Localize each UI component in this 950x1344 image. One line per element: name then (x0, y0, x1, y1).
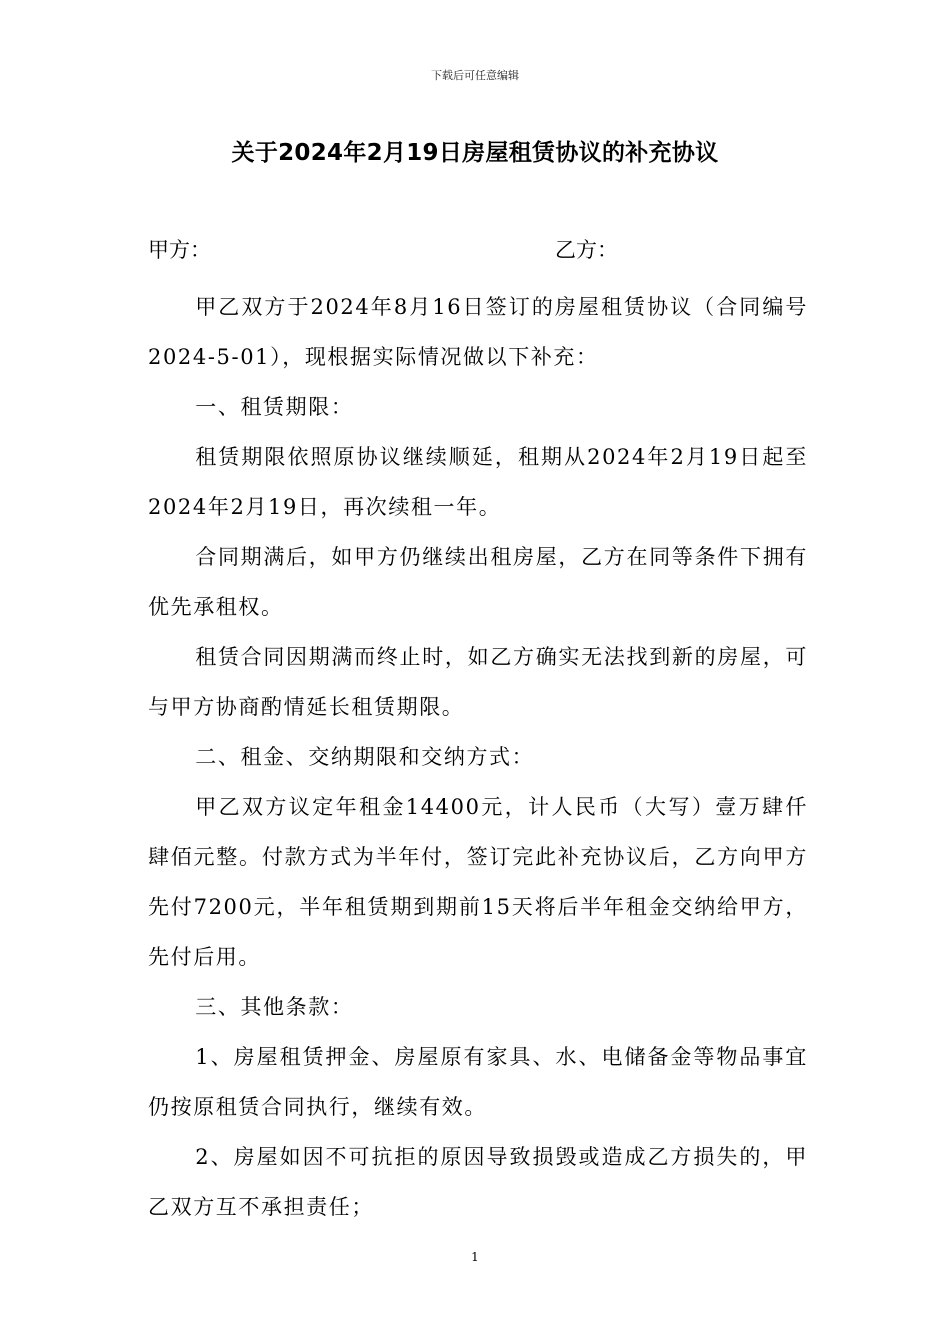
section-heading-lease-term: 一、租赁期限： (195, 395, 354, 419)
parties-line (148, 234, 808, 266)
party-a-label: 甲方： (148, 238, 211, 262)
paragraph-rent: 甲乙双方议定年租金14400元，计人民币（大写）壹万肆仟肆佰元整。付款方式为半年付，签订完此补充协议后，乙方向甲方先付7200元，半年租赁期到期前15天将后半年租金交纳给甲方，先付后用。 (148, 795, 808, 969)
document-body (148, 282, 808, 1232)
paragraph-other-term-2: 2、房屋如因不可抗拒的原因导致损毁或造成乙方损失的，甲乙双方互不承担责任； (148, 1145, 808, 1219)
document-title: 关于2024年2月19日房屋租赁协议的补充协议 (231, 140, 719, 166)
party-b-label: 乙方： (555, 238, 618, 262)
paragraph-lease-term: 租赁期限依照原协议继续顺延，租期从2024年2月19日起至2024年2月19日，再次续租一年。 (148, 445, 808, 519)
section-heading-other-terms: 三、其他条款： (195, 995, 354, 1019)
header-note: 下载后可任意编辑 (431, 69, 519, 82)
paragraph-intro: 甲乙双方于2024年8月16日签订的房屋租赁协议（合同编号2024-5-01），现根据实际情况做以下补充： (148, 295, 808, 369)
section-heading-rent: 二、租金、交纳期限和交纳方式： (195, 745, 535, 769)
page-number: 1 (471, 1250, 479, 1264)
paragraph-priority-right: 合同期满后，如甲方仍继续出租房屋，乙方在同等条件下拥有优先承租权。 (148, 545, 808, 619)
paragraph-extension: 租赁合同因期满而终止时，如乙方确实无法找到新的房屋，可与甲方协商酌情延长租赁期限。 (148, 645, 808, 719)
paragraph-other-term-1: 1、房屋租赁押金、房屋原有家具、水、电储备金等物品事宜仍按原租赁合同执行，继续有效。 (148, 1045, 808, 1119)
